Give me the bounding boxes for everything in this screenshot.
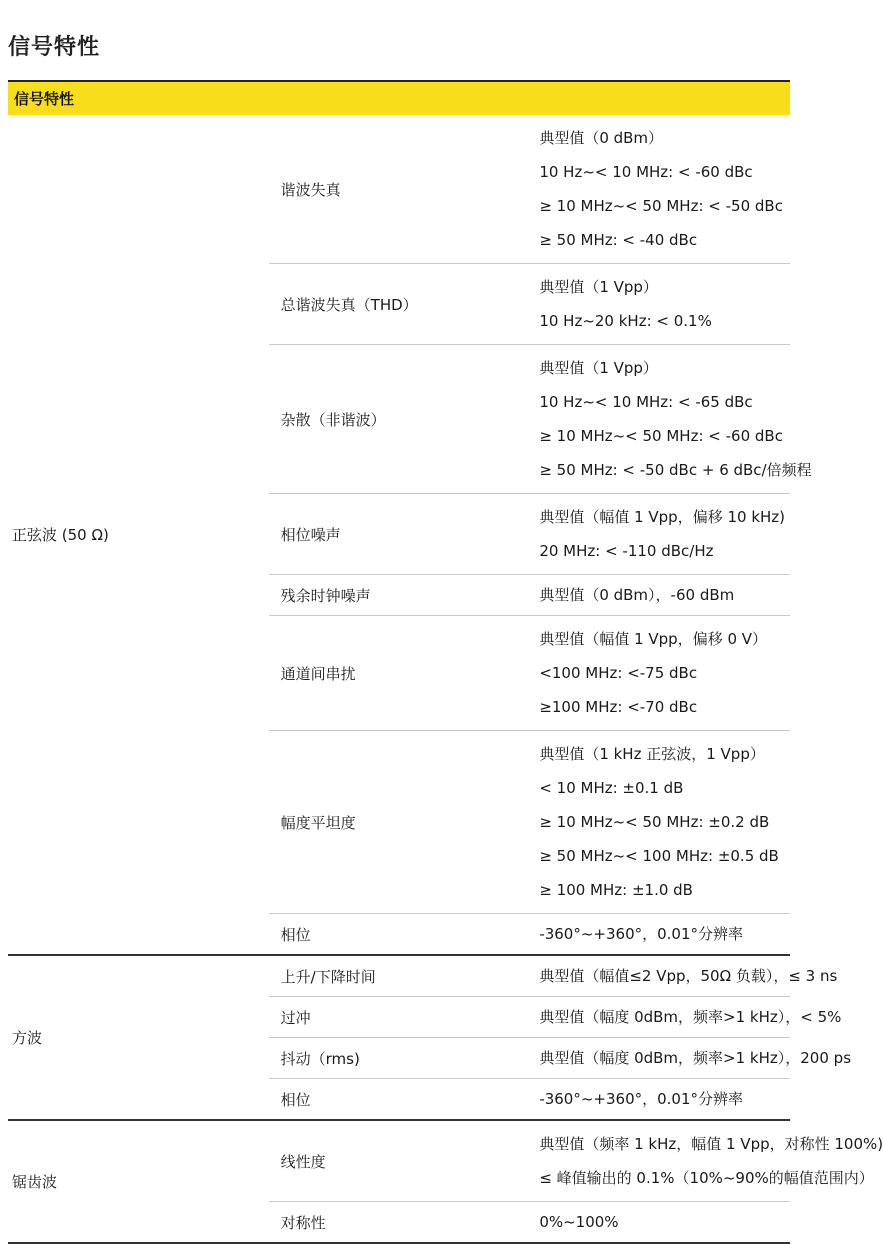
spec-value-line: ≥ 10 MHz~< 50 MHz: < -60 dBc [539, 427, 783, 445]
spec-item-label: 总谐波失真（THD） [269, 264, 530, 345]
spec-value-cell [529, 345, 812, 494]
spec-value-cell [529, 997, 842, 1038]
group-name: 方波 [8, 955, 269, 1120]
spec-item-label: 过冲 [269, 997, 530, 1038]
spec-value-line: ≥ 100 MHz: ±1.0 dB [539, 881, 693, 899]
spec-item-label: 对称性 [269, 1202, 530, 1244]
spec-item-label: 相位 [269, 914, 530, 956]
spec-item-label: 谐波失真 [269, 115, 530, 264]
table-row [8, 115, 790, 264]
spec-value-cell [529, 914, 790, 956]
spec-item-label: 残余时钟噪声 [269, 575, 530, 616]
spec-value-line: 0%~100% [539, 1213, 619, 1231]
spec-value-cell [529, 1079, 790, 1121]
group-name: 锯齿波 [8, 1120, 269, 1243]
spec-value-cell [529, 616, 790, 731]
spec-value-line: ≥ 50 MHz~< 100 MHz: ±0.5 dB [539, 847, 779, 865]
spec-value-cell [529, 494, 790, 575]
spec-value-cell [529, 731, 790, 914]
group-name: 正弦波 (50 Ω) [8, 115, 269, 955]
spec-value-cell [529, 1120, 883, 1202]
spec-value-line: 10 Hz~20 kHz: < 0.1% [539, 312, 712, 330]
table-row [8, 955, 790, 997]
table-header: 信号特性 [8, 81, 790, 115]
spec-value-line: 20 MHz: < -110 dBc/Hz [539, 542, 714, 560]
spec-item-label: 杂散（非谐波） [269, 345, 530, 494]
spec-value-line: 典型值（幅值 1 Vpp，偏移 10 kHz) [539, 508, 786, 526]
table-header-row [8, 81, 790, 115]
spec-value-cell [529, 955, 838, 997]
spec-value-line: 典型值（幅值 1 Vpp，偏移 0 V） [539, 630, 768, 648]
spec-value-cell [529, 115, 790, 264]
spec-value-line: ≥ 50 MHz: < -50 dBc + 6 dBc/倍频程 [539, 461, 812, 479]
spec-item-label: 幅度平坦度 [269, 731, 530, 914]
spec-value-line: ≤ 峰值输出的 0.1%（10%~90%的幅值范围内） [539, 1169, 874, 1187]
spec-value-line: 10 Hz~< 10 MHz: < -60 dBc [539, 163, 753, 181]
spec-item-label: 抖动（rms) [269, 1038, 530, 1079]
spec-value-line: -360°~+360°，0.01°分辨率 [539, 1090, 744, 1108]
spec-value-line: 典型值（1 Vpp） [539, 278, 658, 296]
spec-value-line: 典型值（幅值≤2 Vpp，50Ω 负载），≤ 3 ns [539, 967, 838, 985]
spec-value-line: <100 MHz: <-75 dBc [539, 664, 698, 682]
spec-value-line: -360°~+360°，0.01°分辨率 [539, 925, 744, 943]
table-row [8, 1120, 790, 1202]
spec-value-line: 典型值（0 dBm），-60 dBm [539, 586, 735, 604]
spec-item-label: 相位噪声 [269, 494, 530, 575]
spec-value-cell [529, 1038, 852, 1079]
spec-item-label: 相位 [269, 1079, 530, 1121]
spec-value-line: < 10 MHz: ±0.1 dB [539, 779, 684, 797]
spec-value-line: ≥ 50 MHz: < -40 dBc [539, 231, 698, 249]
spec-value-line: 典型值（幅度 0dBm，频率>1 kHz），200 ps [539, 1049, 852, 1067]
spec-value-cell [529, 264, 790, 345]
spec-value-line: 典型值（1 kHz 正弦波，1 Vpp） [539, 745, 765, 763]
spec-item-label: 通道间串扰 [269, 616, 530, 731]
spec-value-line: ≥ 10 MHz~< 50 MHz: ±0.2 dB [539, 813, 770, 831]
spec-value-line: 典型值（1 Vpp） [539, 359, 658, 377]
spec-value-cell [529, 575, 790, 616]
spec-item-label: 线性度 [269, 1120, 530, 1202]
spec-value-line: ≥ 10 MHz~< 50 MHz: < -50 dBc [539, 197, 783, 215]
spec-value-line: 典型值（0 dBm） [539, 129, 664, 147]
spec-table [8, 80, 883, 1244]
spec-value-line: 10 Hz~< 10 MHz: < -65 dBc [539, 393, 753, 411]
spec-value-line: 典型值（频率 1 kHz，幅值 1 Vpp，对称性 100%) [539, 1135, 883, 1153]
spec-value-line: ≥100 MHz: <-70 dBc [539, 698, 698, 716]
page-title: 信号特性 [8, 35, 101, 60]
spec-value-line: 典型值（幅度 0dBm，频率>1 kHz），< 5% [539, 1008, 842, 1026]
spec-value-cell [529, 1202, 790, 1244]
spec-item-label: 上升/下降时间 [269, 955, 530, 997]
